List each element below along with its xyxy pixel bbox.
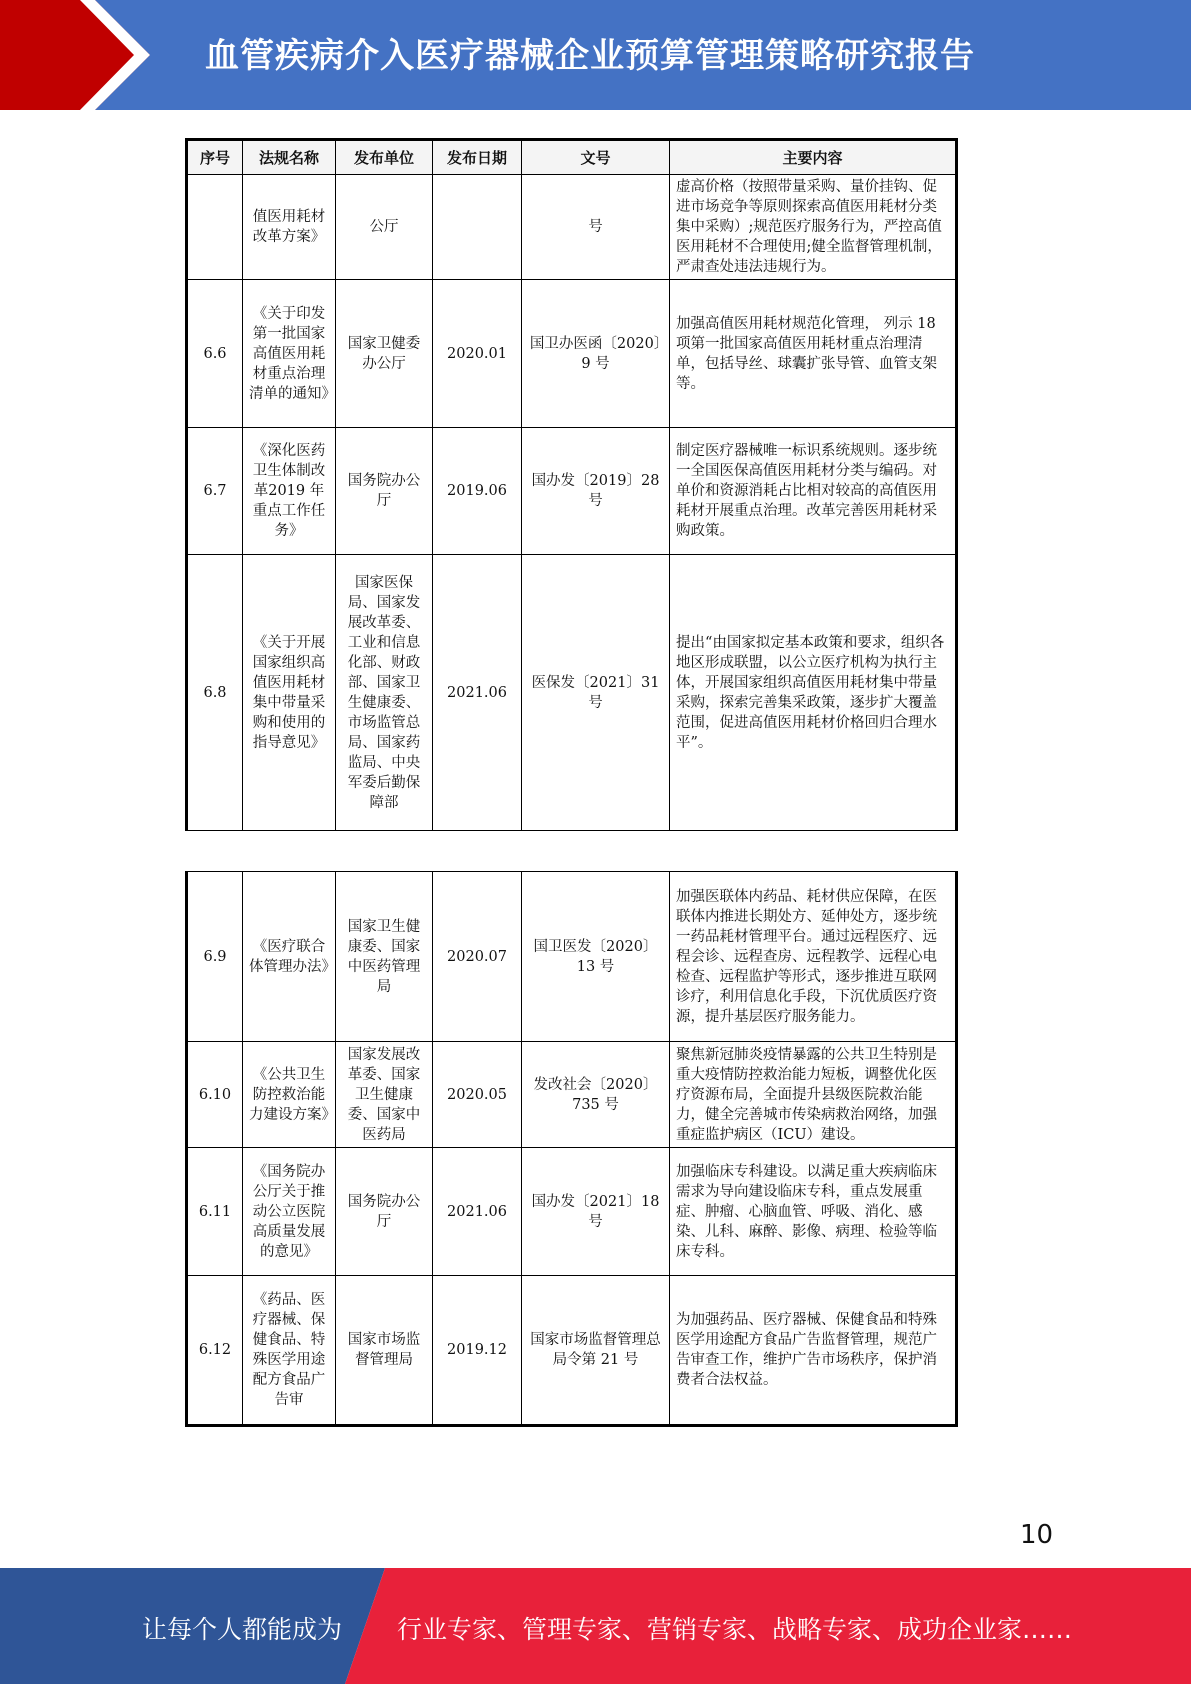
cell-name: 值医用耗材改革方案》 bbox=[243, 175, 336, 280]
cell-content: 虚高价格（按照带量采购、量价挂钩、促进市场竞争等原则探索高值医用耗材分类集中采购）;规范医疗服务行为，严控高值医用耗材不合理使用;健全监督管理机制，严肃查处违法违规行为。 bbox=[670, 175, 957, 280]
cell-name: 《国务院办公厅关于推动公立医院高质量发展的意见》 bbox=[243, 1148, 336, 1276]
table-row bbox=[187, 555, 957, 831]
cell-no: 6.8 bbox=[187, 555, 243, 831]
cell-no: 6.11 bbox=[187, 1148, 243, 1276]
cell-name: 《医疗联合体管理办法》 bbox=[243, 872, 336, 1042]
cell-issuer: 公厅 bbox=[336, 175, 433, 280]
cell-name: 《药品、医疗器械、保健食品、特殊医学用途配方食品广告审 bbox=[243, 1276, 336, 1426]
table-row bbox=[187, 175, 957, 280]
cell-doc: 国卫医发〔2020〕13 号 bbox=[522, 872, 670, 1042]
cell-content: 加强高值医用耗材规范化管理， 列示 18 项第一批国家高值医用耗材重点治理清单，包括导丝、球囊扩张导管、血管支架等。 bbox=[670, 280, 957, 428]
header-date: 发布日期 bbox=[433, 140, 522, 175]
cell-name: 《关于印发第一批国家高值医用耗材重点治理清单的通知》 bbox=[243, 280, 336, 428]
cell-issuer: 国家市场监督管理局 bbox=[336, 1276, 433, 1426]
cell-issuer: 国务院办公厅 bbox=[336, 1148, 433, 1276]
cell-no: 6.6 bbox=[187, 280, 243, 428]
cell-issuer: 国务院办公厅 bbox=[336, 428, 433, 555]
cell-content: 聚焦新冠肺炎疫情暴露的公共卫生特别是重大疫情防控救治能力短板，调整优化医疗资源布局，全面提升县级医院救治能力，健全完善城市传染病救治网络，加强重症监护病区（ICU）建设。 bbox=[670, 1042, 957, 1148]
cell-date: 2020.07 bbox=[433, 872, 522, 1042]
cell-no: 6.9 bbox=[187, 872, 243, 1042]
cell-content: 制定医疗器械唯一标识系统规则。逐步统一全国医保高值医用耗材分类与编码。对单价和资源消耗占比相对较高的高值医用耗材开展重点治理。改革完善医用耗材采购政策。 bbox=[670, 428, 957, 555]
cell-content: 加强临床专科建设。以满足重大疾病临床需求为导向建设临床专科，重点发展重症、肿瘤、心脑血管、呼吸、消化、感染、儿科、麻醉、影像、病理、检验等临床专科。 bbox=[670, 1148, 957, 1276]
cell-doc: 国办发〔2019〕28 号 bbox=[522, 428, 670, 555]
cell-date: 2020.01 bbox=[433, 280, 522, 428]
table-row bbox=[187, 872, 957, 1042]
cell-date: 2019.06 bbox=[433, 428, 522, 555]
header-doc: 文号 bbox=[522, 140, 670, 175]
cell-doc: 国家市场监督管理总局令第 21 号 bbox=[522, 1276, 670, 1426]
cell-no: 6.10 bbox=[187, 1042, 243, 1148]
cell-name: 《关于开展国家组织高值医用耗材集中带量采购和使用的指导意见》 bbox=[243, 555, 336, 831]
cell-issuer: 国家发展改革委、国家卫生健康委、国家中医药局 bbox=[336, 1042, 433, 1148]
page-number: 10 bbox=[1020, 1520, 1054, 1550]
table-header-row bbox=[187, 140, 957, 175]
header-name: 法规名称 bbox=[243, 140, 336, 175]
table-row bbox=[187, 428, 957, 555]
header-content: 主要内容 bbox=[670, 140, 957, 175]
regulation-table-part2 bbox=[185, 871, 958, 1427]
cell-date: 2019.12 bbox=[433, 1276, 522, 1426]
cell-date: 2020.05 bbox=[433, 1042, 522, 1148]
cell-name: 《深化医药卫生体制改革2019 年重点工作任务》 bbox=[243, 428, 336, 555]
table-row bbox=[187, 1276, 957, 1426]
cell-date: 2021.06 bbox=[433, 555, 522, 831]
table-row bbox=[187, 1042, 957, 1148]
page-header bbox=[0, 0, 1191, 110]
regulation-table-part1 bbox=[185, 138, 958, 831]
cell-name: 《公共卫生防控救治能力建设方案》 bbox=[243, 1042, 336, 1148]
header-issuer: 发布单位 bbox=[336, 140, 433, 175]
cell-doc: 发改社会〔2020〕735 号 bbox=[522, 1042, 670, 1148]
cell-issuer: 国家卫健委办公厅 bbox=[336, 280, 433, 428]
cell-no: 6.7 bbox=[187, 428, 243, 555]
cell-doc: 国卫办医函〔2020〕9 号 bbox=[522, 280, 670, 428]
footer-slogan-left: 让每个人都能成为 bbox=[142, 1615, 343, 1644]
page-footer bbox=[0, 1568, 1191, 1684]
table-row bbox=[187, 280, 957, 428]
cell-doc: 国办发〔2021〕18 号 bbox=[522, 1148, 670, 1276]
cell-no: 6.12 bbox=[187, 1276, 243, 1426]
cell-doc: 医保发〔2021〕31 号 bbox=[522, 555, 670, 831]
cell-no bbox=[187, 175, 243, 280]
cell-issuer: 国家卫生健康委、国家中医药管理局 bbox=[336, 872, 433, 1042]
cell-content: 为加强药品、医疗器械、保健食品和特殊医学用途配方食品广告监督管理，规范广告审查工作，维护广告市场秩序，保护消费者合法权益。 bbox=[670, 1276, 957, 1426]
cell-content: 加强医联体内药品、耗材供应保障，在医联体内推进长期处方、延伸处方，逐步统一药品耗材管理平台。通过远程医疗、远程会诊、远程查房、远程教学、远程心电检查、远程监护等形式，逐步推进互联网诊疗，利用信息化手段，下沉优质医疗资源，提升基层医疗服务能力。 bbox=[670, 872, 957, 1042]
footer-slogan-right: 行业专家、管理专家、营销专家、战略专家、成功企业家…… bbox=[397, 1615, 1073, 1644]
cell-issuer: 国家医保局、国家发展改革委、工业和信息化部、财政部、国家卫生健康委、市场监管总局、国家药监局、中央军委后勤保障部 bbox=[336, 555, 433, 831]
table-row bbox=[187, 1148, 957, 1276]
report-title: 血管疾病介入医疗器械企业预算管理策略研究报告 bbox=[205, 36, 975, 76]
cell-date bbox=[433, 175, 522, 280]
header-no: 序号 bbox=[187, 140, 243, 175]
cell-content: 提出“由国家拟定基本政策和要求，组织各地区形成联盟，以公立医疗机构为执行主体，开展国家组织高值医用耗材集中带量采购，探索完善集采政策，逐步扩大覆盖范围，促进高值医用耗材价格回归合理水平”。 bbox=[670, 555, 957, 831]
cell-doc: 号 bbox=[522, 175, 670, 280]
cell-date: 2021.06 bbox=[433, 1148, 522, 1276]
